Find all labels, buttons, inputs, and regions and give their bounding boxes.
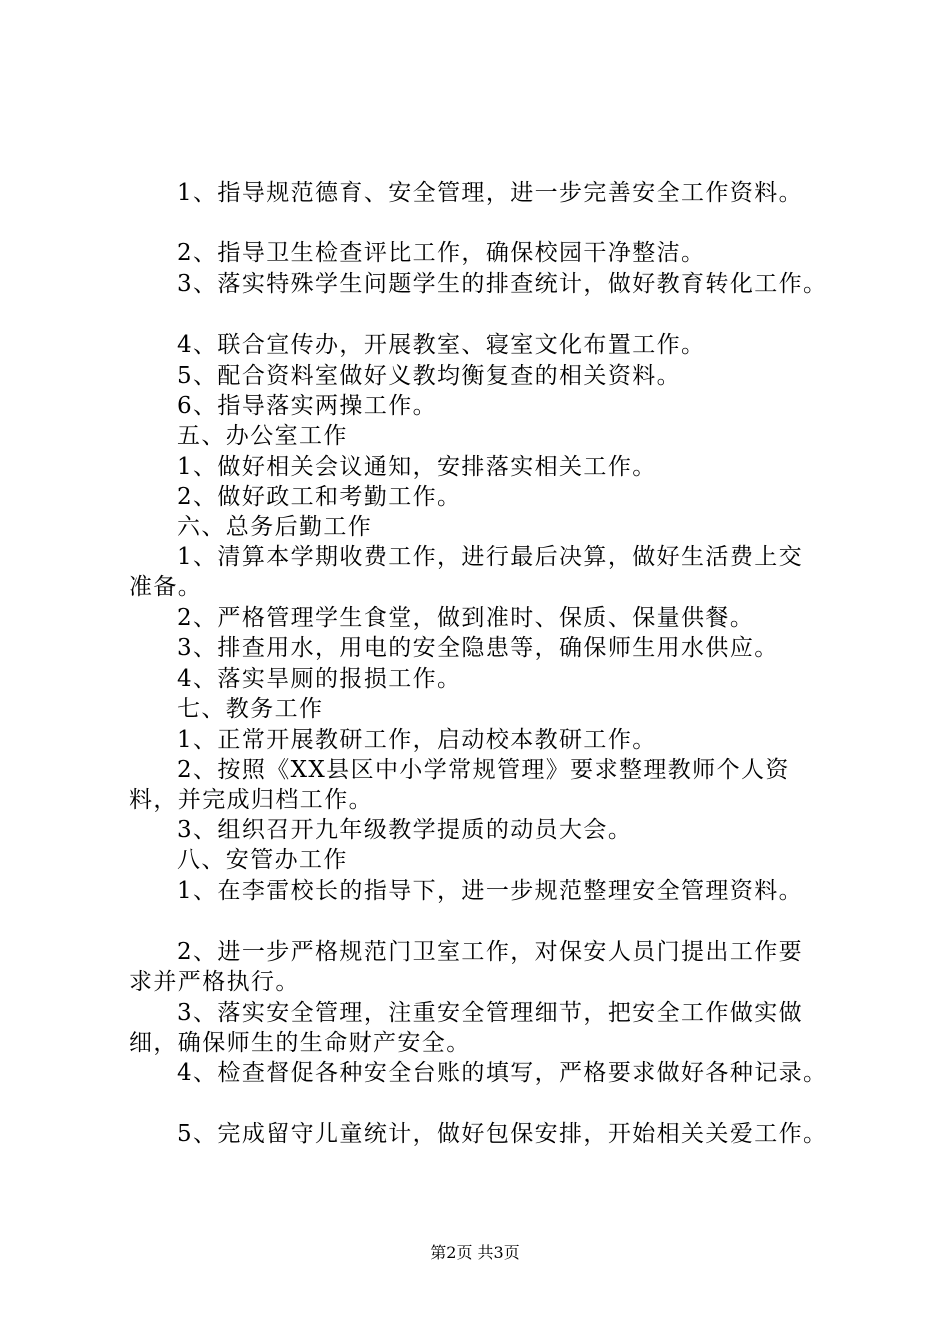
text-line: 2、指导卫生检查评比工作，确保校园干净整洁。 xyxy=(177,240,706,266)
text-line: 1、做好相关会议通知，安排落实相关工作。 xyxy=(177,454,657,480)
text-line: 2、按照《XX县区中小学常规管理》要求整理教师个人资 xyxy=(177,757,790,783)
text-line: 5、配合资料室做好义教均衡复查的相关资料。 xyxy=(177,363,682,389)
text-line: 细，确保师生的生命财产安全。 xyxy=(129,1030,471,1056)
text-line: 求并严格执行。 xyxy=(129,969,300,995)
section-heading: 七、教务工作 xyxy=(177,696,324,722)
text-line: 3、组织召开九年级教学提质的动员大会。 xyxy=(177,817,633,843)
section-heading: 六、总务后勤工作 xyxy=(177,514,373,540)
text-line: 3、落实特殊学生问题学生的排查统计，做好教育转化工作。 xyxy=(177,271,828,297)
text-line: 3、排查用水，用电的安全隐患等，确保师生用水供应。 xyxy=(177,635,779,661)
text-line: 5、完成留守儿童统计，做好包保安排，开始相关关爱工作。 xyxy=(177,1121,828,1147)
text-line: 1、指导规范德育、安全管理，进一步完善安全工作资料。 xyxy=(177,180,804,206)
section-heading: 八、安管办工作 xyxy=(177,847,348,873)
text-line: 1、在李雷校长的指导下，进一步规范整理安全管理资料。 xyxy=(177,878,804,904)
text-line: 4、联合宣传办，开展教室、寝室文化布置工作。 xyxy=(177,332,706,358)
text-line: 2、严格管理学生食堂，做到准时、保质、保量供餐。 xyxy=(177,605,755,631)
text-line: 料，并完成归档工作。 xyxy=(129,787,373,813)
page-footer: 第2页 共3页 xyxy=(430,1243,520,1262)
text-line: 2、进一步严格规范门卫室工作，对保安人员门提出工作要 xyxy=(177,939,804,965)
text-line: 4、落实旱厕的报损工作。 xyxy=(177,666,462,692)
section-heading: 五、办公室工作 xyxy=(177,423,348,449)
text-line: 1、清算本学期收费工作，进行最后决算，做好生活费上交 xyxy=(177,544,804,570)
text-line: 6、指导落实两操工作。 xyxy=(177,393,438,419)
text-line: 4、检查督促各种安全台账的填写，严格要求做好各种记录。 xyxy=(177,1060,828,1086)
text-line: 准备。 xyxy=(129,574,203,600)
text-line: 2、做好政工和考勤工作。 xyxy=(177,484,462,510)
text-line: 3、落实安全管理，注重安全管理细节，把安全工作做实做 xyxy=(177,1000,804,1026)
text-line: 1、正常开展教研工作，启动校本教研工作。 xyxy=(177,727,657,753)
